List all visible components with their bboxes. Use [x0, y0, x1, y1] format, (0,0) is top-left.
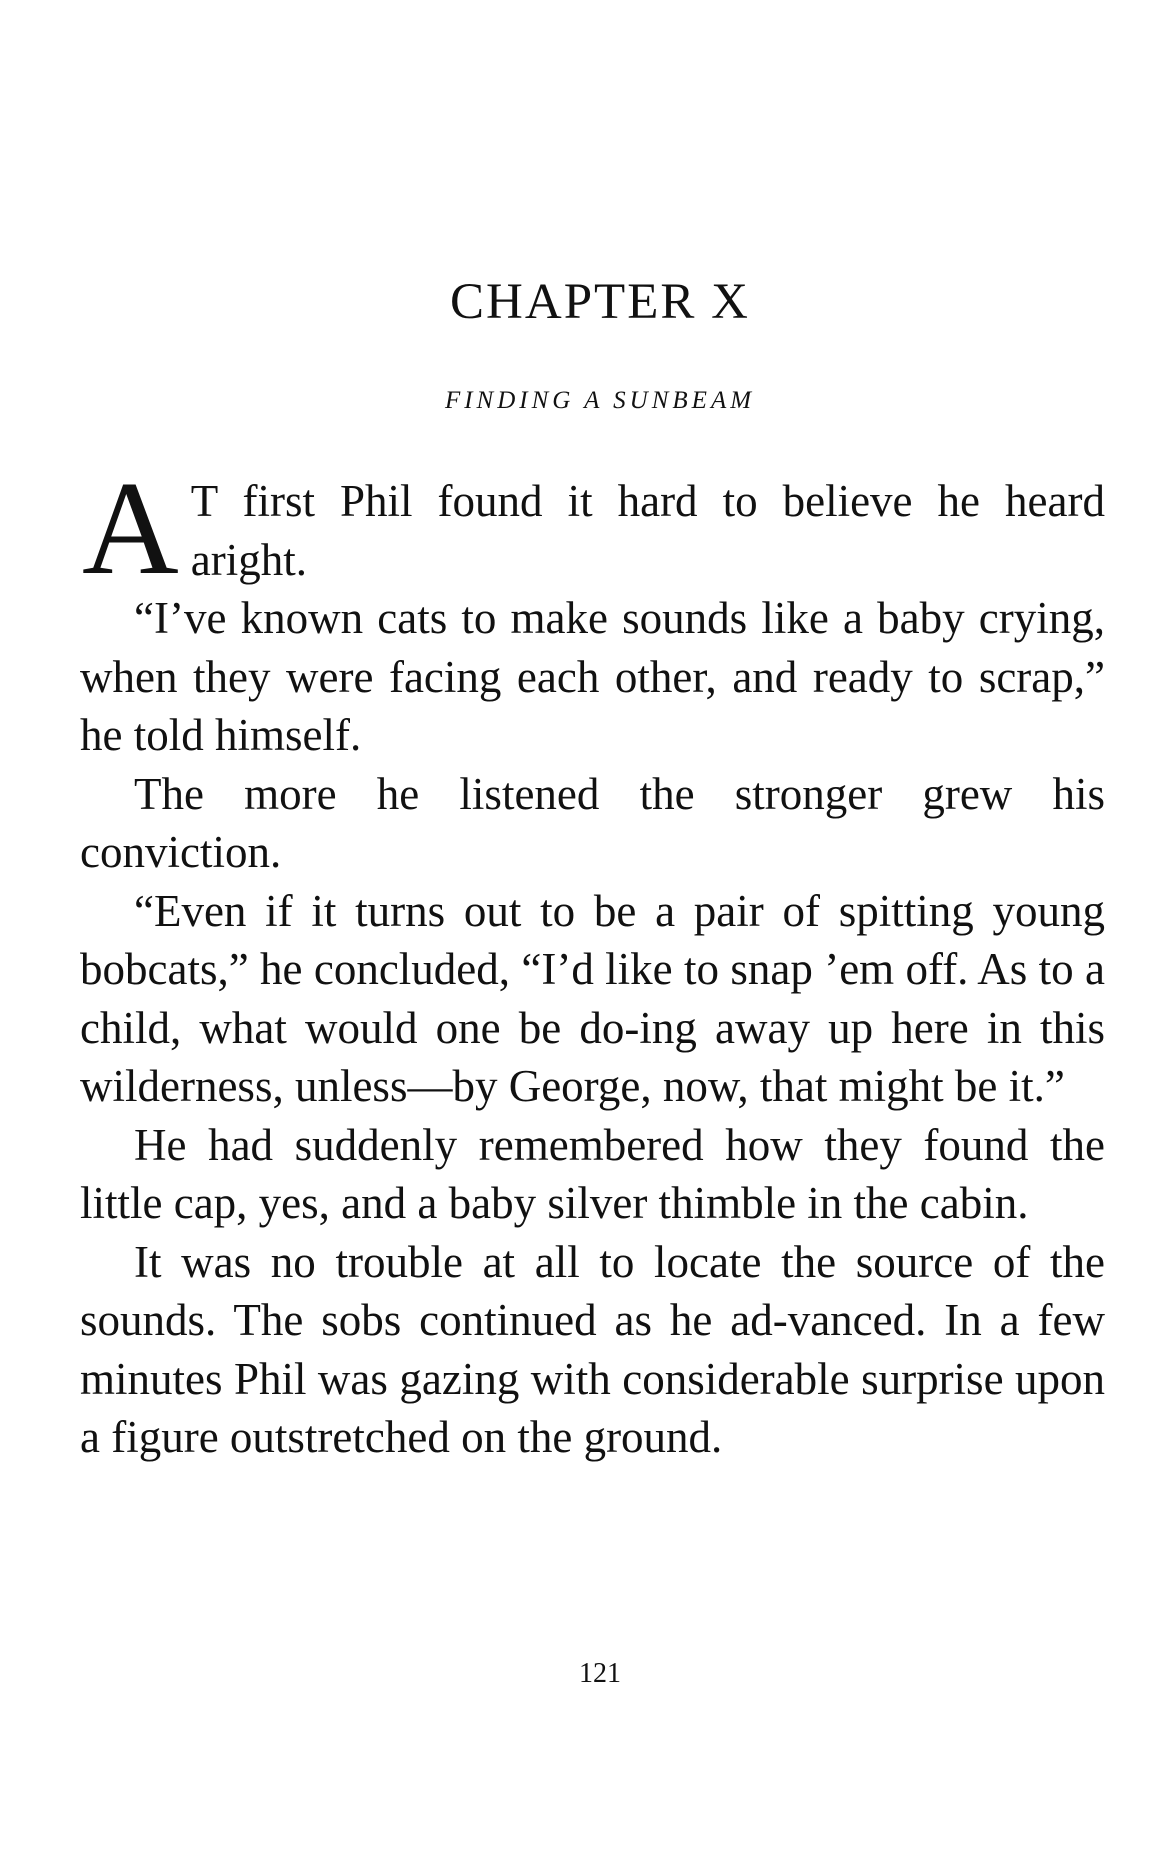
paragraph-5: He had suddenly remembered how they found the little cap, yes, and a baby silver thimble in the cabin.: [80, 1119, 1105, 1228]
paragraph-1: [80, 454, 1105, 602]
chapter-title: CHAPTER X: [450, 274, 750, 330]
paragraph-2: “I’ve known cats to make sounds like a baby crying, when they were facing each other, and ready to scrap,” he told himself.: [80, 593, 1105, 760]
paragraph-4: “Even if it turns out to be a pair of spitting young bobcats,” he concluded, “I’d like to snap ’em off. As to a child, what would one be do-ing away up here in this wilderness, unless—by George, now, that might be it.”: [80, 885, 1105, 1111]
paragraph-3: The more he listened the stronger grew his conviction.: [80, 768, 1105, 877]
drop-cap: A: [82, 454, 179, 602]
chapter-body: [80, 454, 1105, 1467]
chapter-subtitle: FINDING A SUNBEAM: [444, 387, 756, 414]
paragraph-6: It was no trouble at all to locate the source of the sounds. The sobs continued as he ad-vanced. In a few minutes Phil was gazing with considerable surprise upon a figure outstretched on the ground.: [80, 1236, 1105, 1462]
page-number: 121: [579, 1658, 621, 1689]
paragraph-1-text: T first Phil found it hard to believe he heard aright.: [190, 476, 1105, 585]
